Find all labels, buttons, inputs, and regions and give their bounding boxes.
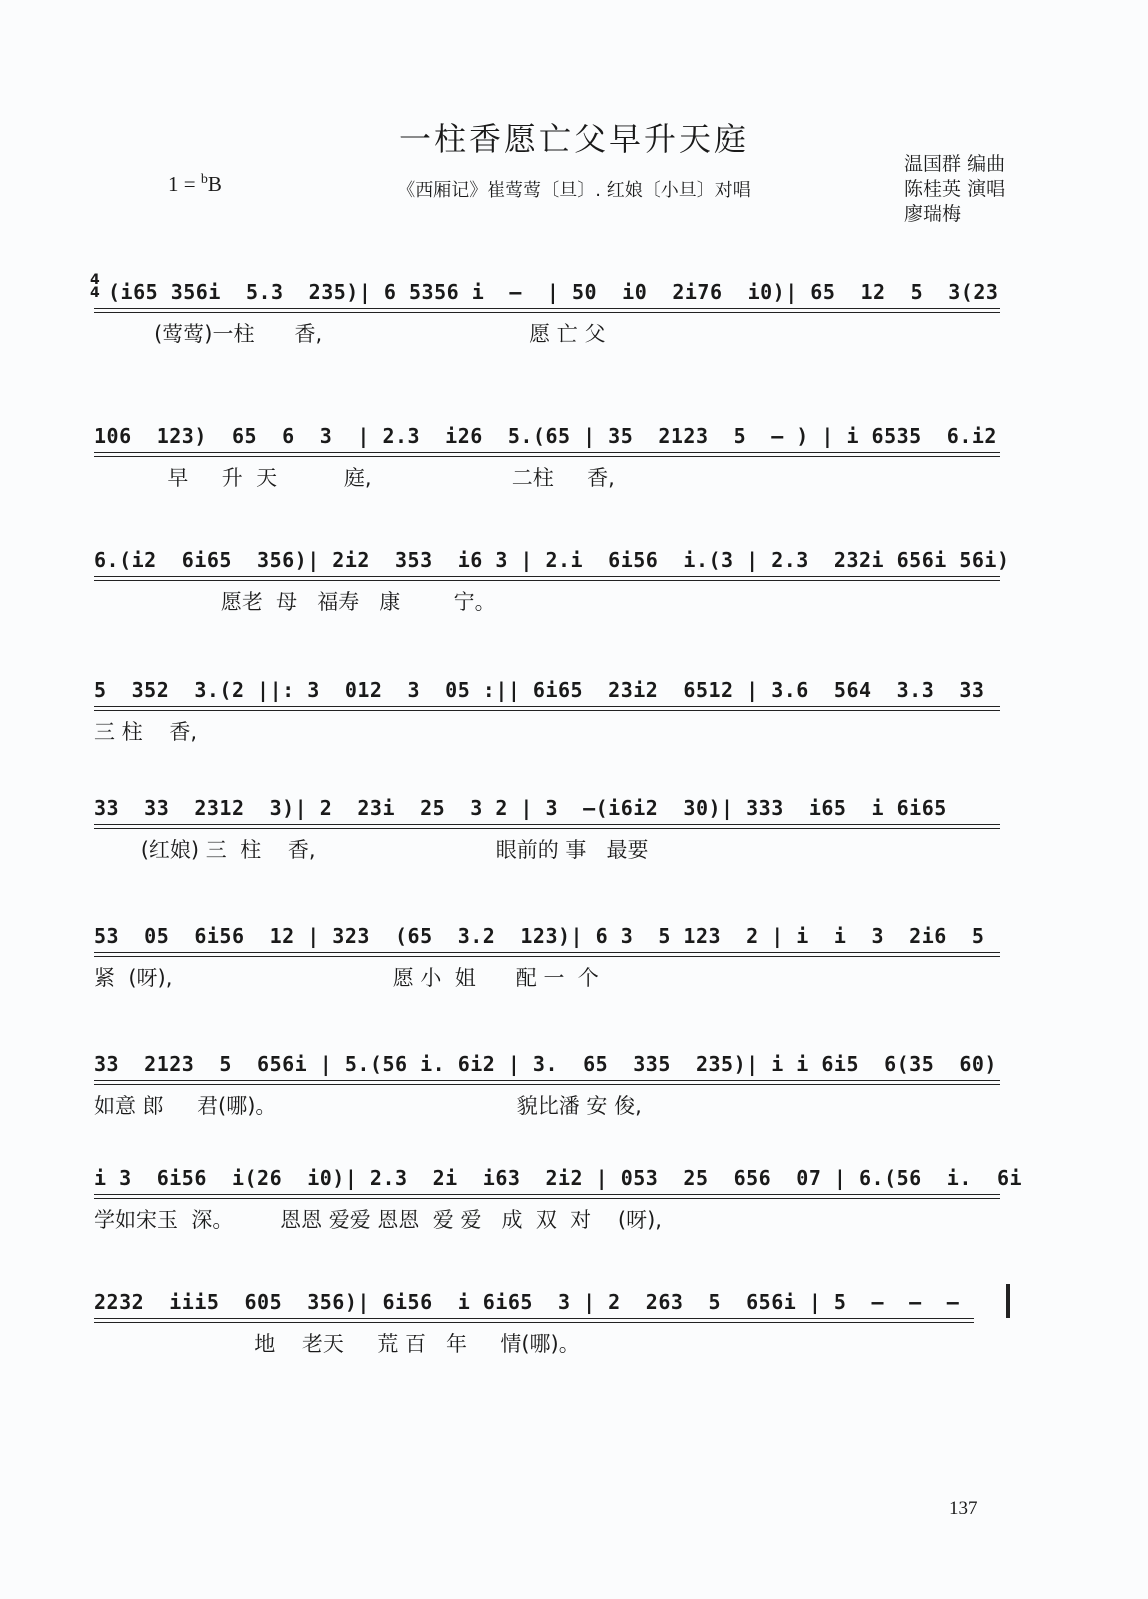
- beam-line: [94, 824, 1000, 825]
- beam-line: [94, 312, 1000, 313]
- beam-line: [94, 452, 1000, 453]
- notation-line: 6.(i2 6i65 356)| 2i2 353 i6 3 | 2.i 6i56 i.(3 | 2.3 232i 656i 56i): [94, 548, 1010, 572]
- beam-line: [94, 1084, 1000, 1085]
- beam-line: [94, 952, 1000, 953]
- notation-line: 5 352 3.(2 ||: 3 012 3 05 :|| 6i65 23i2 6512 | 3.6 564 3.3 33: [94, 678, 985, 702]
- notation-line: 106 123) 65 6 3 | 2.3 i26 5.(65 | 35 2123 5 — ) | i 6535 6.i2: [94, 424, 997, 448]
- beam-line: [94, 456, 1000, 457]
- beam-line: [94, 580, 1000, 581]
- notation-line: i 3 6i56 i(26 i0)| 2.3 2i i63 2i2 | 053 25 656 07 | 6.(56 i. 6i: [94, 1166, 1023, 1190]
- song-title: 一柱香愿亡父早升天庭: [398, 120, 749, 158]
- credit-name: 温国群: [904, 153, 962, 175]
- notation-line: 2232 iii5 605 356)| 6i56 i 6i65 3 | 2 263 5 656i | 5 — — —: [94, 1290, 960, 1314]
- credit-role: 演唱: [967, 178, 1006, 200]
- lyrics-line: 早 升 天 庭, 二柱 香,: [94, 466, 615, 490]
- credits: [904, 152, 1044, 227]
- notation-line: 33 33 2312 3)| 2 23i 25 3 2 | 3 —(i6i2 30)| 333 i65 i 6i65: [94, 796, 947, 820]
- beam-line: [94, 1194, 1000, 1195]
- credit-name: 陈桂英: [904, 178, 962, 200]
- notation-line: 33 2123 5 656i | 5.(56 i. 6i2 | 3. 65 335 235)| i i 6i5 6(35 60): [94, 1052, 997, 1076]
- beam-line: [94, 308, 1000, 309]
- page-number: 137: [949, 1498, 978, 1519]
- lyrics-line: 愿老 母 福寿 康 宁。: [94, 590, 496, 614]
- beam-line: [94, 576, 1000, 577]
- beam-line: [94, 706, 1000, 707]
- beam-line: [94, 828, 1000, 829]
- beam-line: [94, 956, 1000, 957]
- credit-role: 编曲: [967, 153, 1006, 175]
- key-prefix: 1 =: [168, 172, 201, 196]
- credit-singer-1: [904, 177, 1044, 202]
- beam-line: [94, 710, 1000, 711]
- notation-line: 53 05 6i56 12 | 323 (65 3.2 123)| 6 3 5 123 2 | i i 3 2i6 5: [94, 924, 985, 948]
- credit-arranger: [904, 152, 1044, 177]
- lyrics-line: 学如宋玉 深。 恩恩 爱爱 恩恩 爱 爱 成 双 对 (呀),: [94, 1208, 662, 1232]
- time-signature-top: 4: [90, 272, 100, 288]
- final-barline: [1006, 1284, 1010, 1318]
- lyrics-line: 地 老天 荒 百 年 情(哪)。: [94, 1332, 580, 1356]
- notation-line: (i65 356i 5.3 235)| 6 5356 i — | 50 i0 2i76 i0)| 65 12 5 3(23: [108, 280, 999, 304]
- credit-name: 廖瑞梅: [904, 203, 962, 225]
- lyrics-line: 如意 郎 君(哪)。 貌比潘 安 俊,: [94, 1094, 642, 1118]
- lyrics-line: 紧 (呀), 愿 小 姐 配 一 个: [94, 966, 599, 990]
- beam-line: [94, 1318, 974, 1319]
- time-signature-bottom: 4: [90, 285, 100, 301]
- beam-line: [94, 1198, 1000, 1199]
- time-signature: [90, 274, 100, 300]
- key-flat: b: [200, 172, 208, 187]
- credit-singer-2: [904, 202, 1044, 227]
- song-subtitle: 《西厢记》崔莺莺〔旦〕. 红娘〔小旦〕对唱: [397, 180, 751, 201]
- beam-line: [94, 1080, 1000, 1081]
- beam-line: [94, 1322, 974, 1323]
- key-note: B: [207, 172, 222, 196]
- lyrics-line: (莺莺)一柱 香, 愿 亡 父: [94, 322, 606, 346]
- lyrics-line: 三 柱 香,: [94, 720, 198, 744]
- lyrics-line: (红娘) 三 柱 香, 眼前的 事 最要: [94, 838, 649, 862]
